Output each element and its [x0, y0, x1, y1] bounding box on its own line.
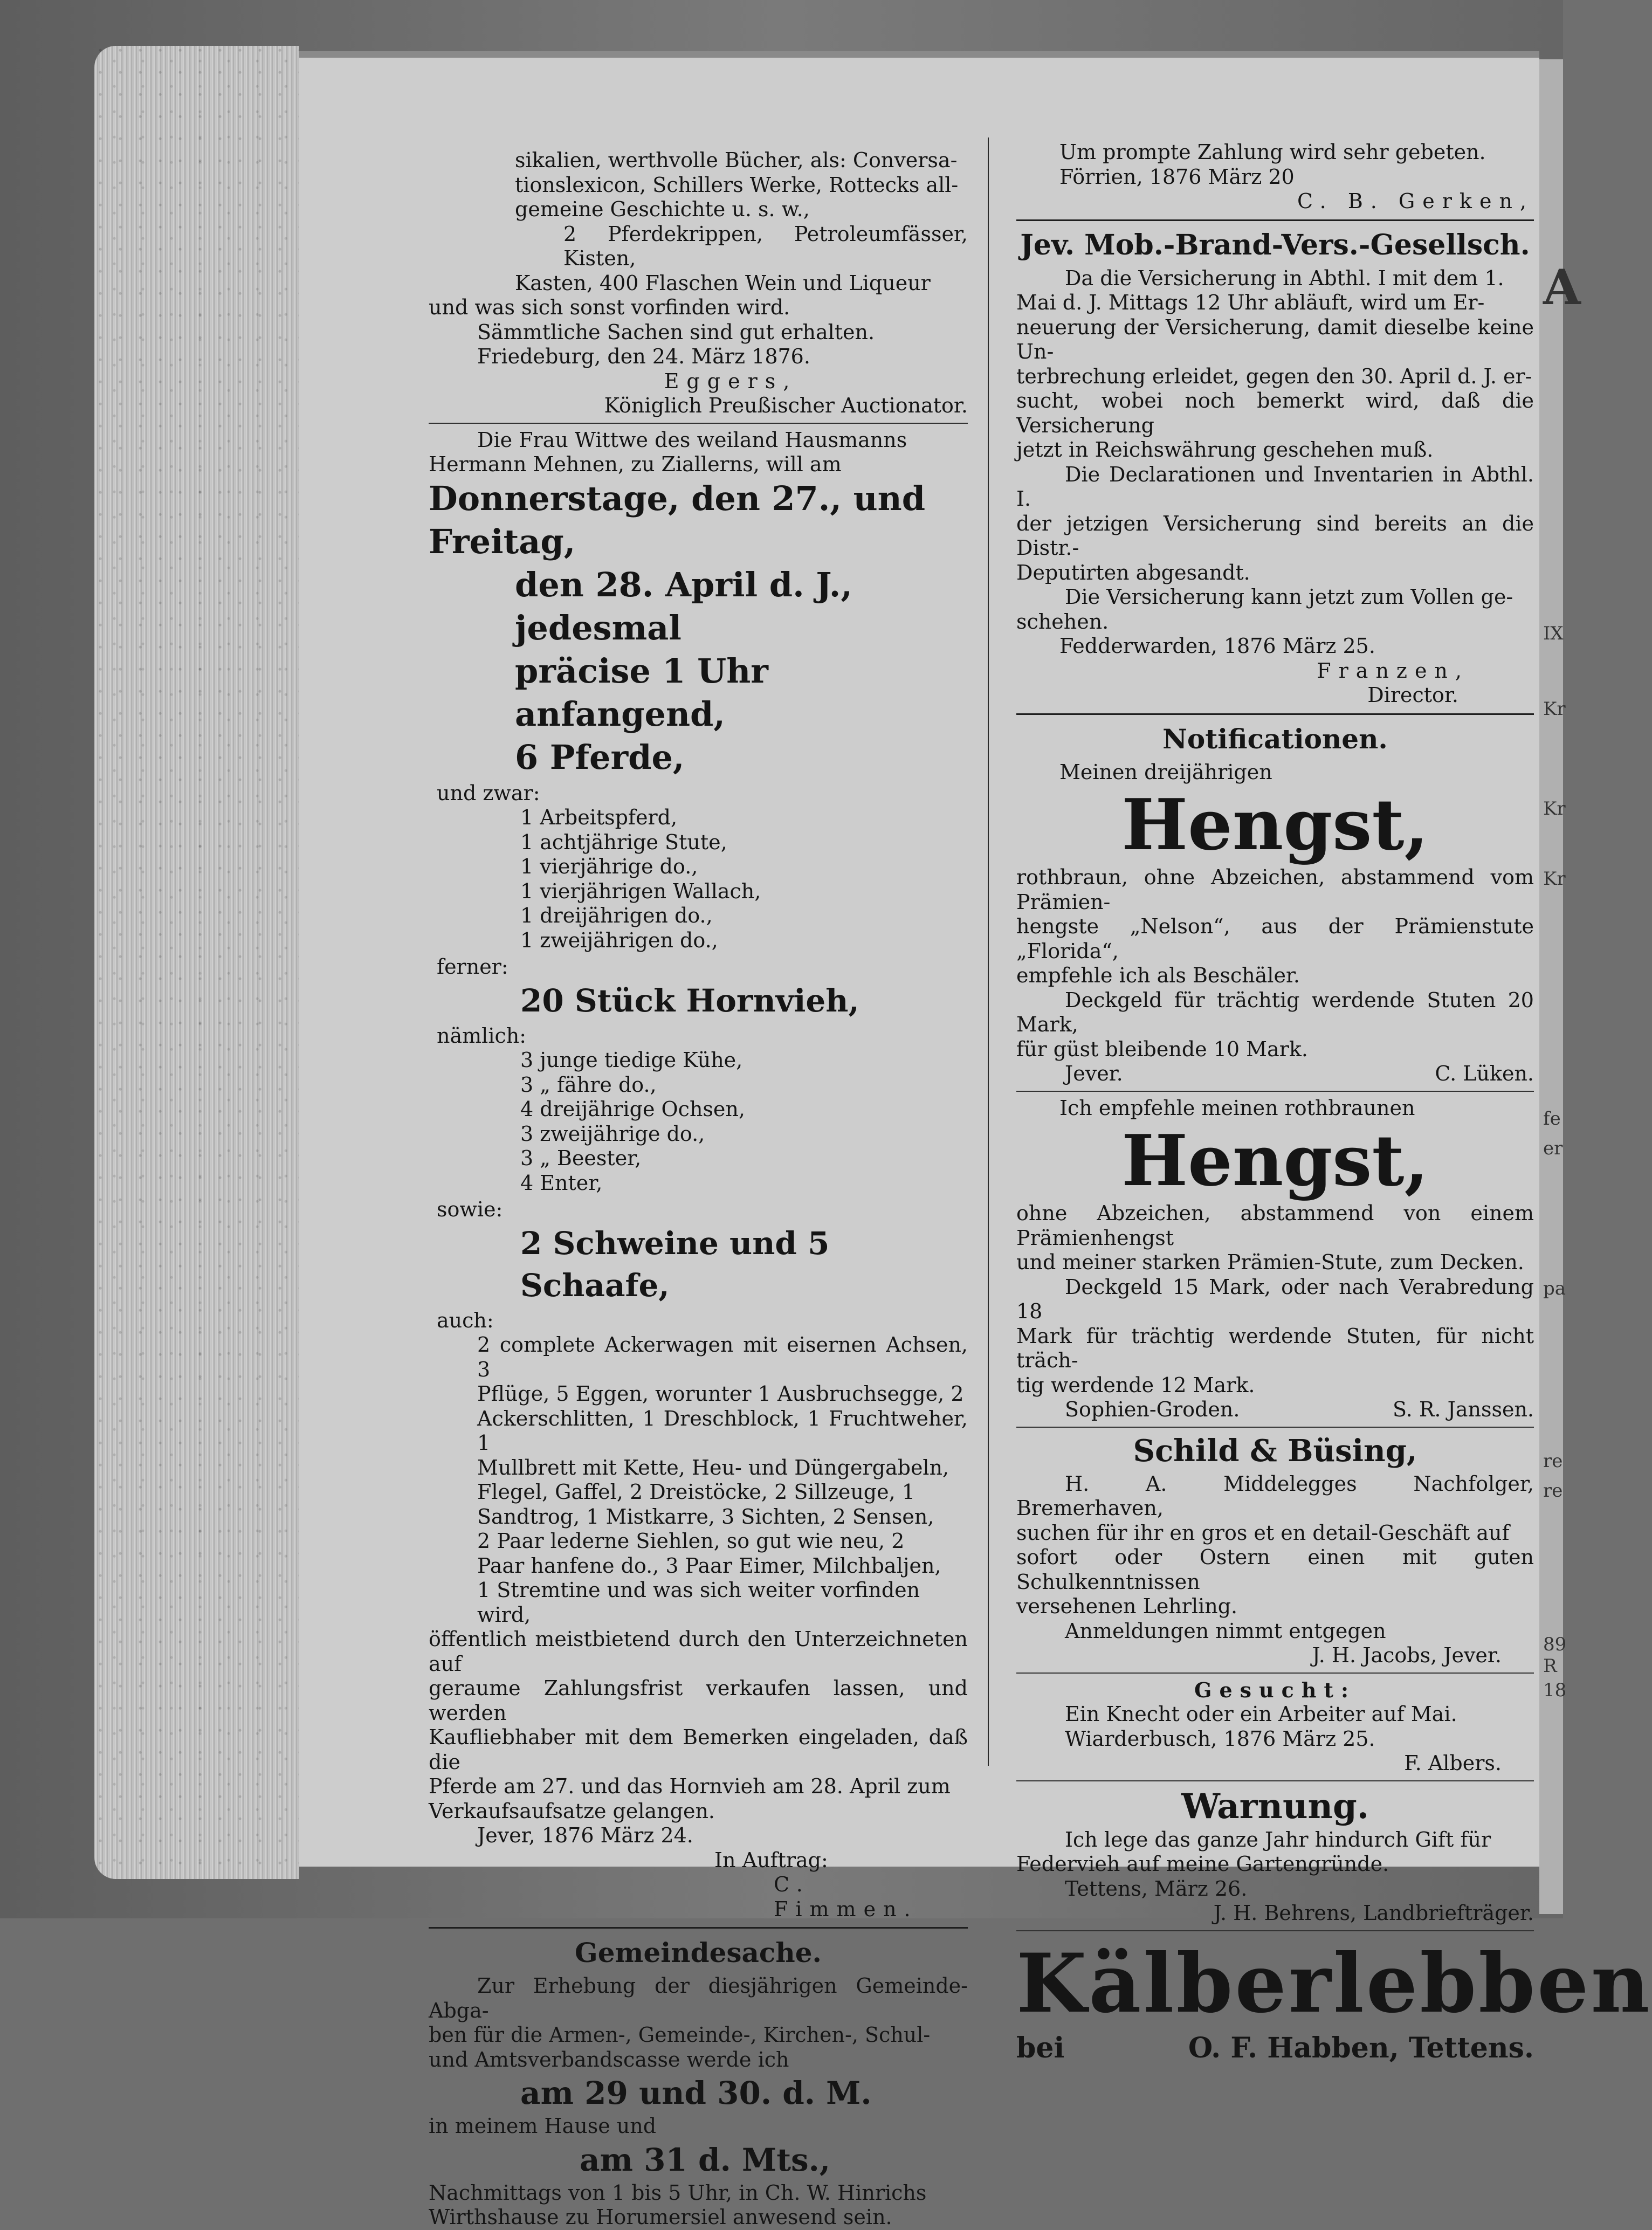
list-item: 3 „ fähre do., [520, 1072, 657, 1097]
place-date: Förrien, 1876 März 20 [1059, 164, 1295, 189]
list-item: 1 vierjährigen Wallach, [520, 879, 761, 903]
signature: Eggers, [664, 369, 797, 393]
separator [1016, 219, 1534, 221]
headline: 6 Pferde, [515, 737, 685, 777]
text-line: Deckgeld 15 Mark, oder nach Verabredung 18 [1016, 1275, 1534, 1323]
separator [1016, 1672, 1534, 1674]
strip-fragment: Kr [1543, 798, 1566, 820]
text-line: Pflüge, 5 Eggen, worunter 1 Ausbruchsegge, 2 [477, 1382, 964, 1406]
strip-fragment: 89 [1543, 1634, 1567, 1655]
text-line: 2 Pferdekrippen, Petroleumfässer, Kisten, [563, 222, 968, 270]
text-line: Hermann Mehnen, zu Ziallerns, will am [429, 452, 842, 476]
signature: S. R. Janssen. [1392, 1398, 1534, 1421]
headline: Hengst, [1121, 1119, 1429, 1202]
tools-list [477, 1333, 968, 1627]
signature: F. Albers. [1404, 1751, 1502, 1775]
column-divider [988, 137, 989, 1766]
text-line: Da die Versicherung in Abthl. I mit dem 1. [1065, 266, 1504, 290]
separator [1016, 1930, 1534, 1931]
text-line: Die Declarationen und Inventarien in Abthl. I. [1016, 462, 1534, 511]
section-heading: Gesucht: [1194, 1677, 1356, 1702]
auction-notice-2 [429, 428, 968, 1922]
strip-fragment: fe [1543, 1108, 1561, 1130]
strip-fragment: A [1543, 259, 1581, 316]
list-item: 1 achtjährige Stute, [520, 830, 727, 854]
apprentice-notice [1016, 1432, 1534, 1668]
place-signature-row [1016, 1062, 1534, 1086]
section-heading: Jev. Mob.-Brand-Vers.-Gesellsch. [1020, 228, 1530, 261]
text-line: Ich empfehle meinen rothbraunen [1059, 1096, 1415, 1120]
ad-footer-row [1016, 2029, 1534, 2067]
text-line: Ein Knecht oder ein Arbeiter auf Mai. [1065, 1702, 1457, 1726]
list-item: 1 vierjährige do., [520, 855, 698, 878]
headline: Donnerstage, den 27., und Freitag, [429, 478, 926, 561]
headline: am 29 und 30. d. M. [520, 2075, 872, 2111]
signature-title: Königlich Preußischer Auctionator. [604, 394, 968, 417]
gemeindesache-notice [429, 1934, 968, 2230]
text-line: Um prompte Zahlung wird sehr gebeten. [1059, 140, 1486, 164]
section-heading: Schild & Büsing, [1133, 1433, 1417, 1469]
strip-fragment: Kr [1543, 868, 1566, 890]
text-line: Zur Erhebung der diesjährigen Gemeinde-Abga- [429, 1974, 968, 2022]
label: In Auftrag: [714, 1848, 828, 1872]
text-line: ben für die Armen-, Gemeinde-, Kirchen-, Schul- [429, 2023, 931, 2047]
text-line: neuerung der Versicherung, damit dieselbe keine Un- [1016, 315, 1534, 363]
label: nämlich: [437, 1023, 527, 1048]
text-line: 2 complete Ackerwagen mit eisernen Achsen, 3 [477, 1333, 968, 1381]
text-line: geraume Zahlungsfrist verkaufen lassen, und werden [429, 1676, 968, 1725]
text-line: rothbraun, ohne Abzeichen, abstammend vom Prämien- [1016, 865, 1534, 914]
text-line: Deckgeld für trächtig werdende Stuten 20 Mark, [1016, 988, 1534, 1036]
text-line: öffentlich meistbietend durch den Unterzeichneten auf [429, 1627, 968, 1676]
text-line: Die Versicherung kann jetzt zum Vollen ge- [1065, 585, 1513, 609]
merchant-name: O. F. Habben, Tettens. [1188, 2031, 1534, 2064]
text-line: Wirthshause zu Horumersiel anwesend sein. [429, 2205, 892, 2229]
section-heading: Warnung. [1181, 1786, 1369, 1827]
text-line: Federvieh auf meine Gartengründe. [1016, 1852, 1389, 1876]
book-page-edges [94, 46, 299, 1879]
strip-fragment: re [1543, 1480, 1563, 1502]
separator [1016, 1780, 1534, 1781]
text-line: Sämmtliche Sachen sind gut erhalten. [477, 320, 875, 344]
text-line: Ich lege das ganze Jahr hindurch Gift für [1065, 1827, 1491, 1852]
label: und zwar: [437, 781, 540, 805]
place: Sophien-Groden. [1065, 1398, 1240, 1421]
text-line: sofort oder Ostern einen mit guten Schulkenntnissen [1016, 1545, 1534, 1594]
separator [1016, 1091, 1534, 1092]
headline: den 28. April d. J., jedesmal [515, 565, 852, 648]
text-line: der jetzigen Versicherung sind bereits an die Distr.- [1016, 511, 1534, 560]
text-line: tionslexicon, Schillers Werke, Rottecks all- [515, 173, 959, 197]
text-line: empfehle ich als Beschäler. [1016, 963, 1300, 987]
list-item: 3 zweijährige do., [520, 1121, 705, 1146]
signature: C. Fimmen. [774, 1873, 918, 1921]
payment-notice [1016, 140, 1534, 214]
text-line: tig werdende 12 Mark. [1016, 1373, 1255, 1397]
place-date: Fedderwarden, 1876 März 25. [1059, 634, 1375, 658]
section-heading: Gemeindesache. [575, 1937, 822, 1969]
strip-fragment: Kr [1543, 698, 1566, 720]
strip-fragment: re [1543, 1450, 1563, 1472]
place-date: Wiarderbusch, 1876 März 25. [1065, 1726, 1375, 1751]
text-line: hengste „Nelson“, aus der Prämienstute „Florida“, [1016, 914, 1534, 963]
headline: am 31 d. Mts., [580, 2141, 831, 2178]
text-line: Kasten, 400 Flaschen Wein und Liqueur [515, 271, 931, 295]
text-line: schehen. [1016, 609, 1109, 634]
text-line: Deputirten abgesandt. [1016, 560, 1250, 584]
text-line: gemeine Geschichte u. s. w., [515, 197, 810, 221]
text-line: Ackerschlitten, 1 Dreschblock, 1 Fruchtweher, 1 [477, 1406, 968, 1455]
text-line: Anmeldungen nimmt entgegen [1065, 1619, 1386, 1643]
text-line: und Amtsverbandscasse werde ich [429, 2047, 789, 2071]
list-item: 4 Enter, [520, 1171, 603, 1195]
cattle-list [520, 1048, 968, 1195]
notifications-section [1016, 720, 1534, 1422]
separator [429, 1927, 968, 1929]
strip-fragment: R [1543, 1655, 1557, 1677]
text-line: Kaufliebhaber mit dem Bemerken eingeladen, daß die [429, 1725, 968, 1774]
list-item: 3 junge tiedige Kühe, [520, 1048, 743, 1072]
headline: 2 Schweine und 5 Schaafe, [520, 1224, 830, 1304]
place: Jever. [1065, 1062, 1123, 1085]
separator [1016, 713, 1534, 715]
text-line: 1 Stremtine und was sich weiter vorfinden [477, 1578, 920, 1602]
text-line: Paar hanfene do., 3 Paar Eimer, Milchbaljen, [477, 1553, 941, 1578]
text-line: wird, [477, 1602, 531, 1627]
text-line: Meinen dreijährigen [1059, 760, 1272, 784]
separator [429, 423, 968, 424]
signature: J. H. Behrens, Landbriefträger. [1213, 1901, 1534, 1925]
text-line: ohne Abzeichen, abstammend von einem Prämienhengst [1016, 1201, 1534, 1250]
kalberlebben-ad [1016, 1936, 1652, 2067]
list-item: 4 dreijährige Ochsen, [520, 1097, 745, 1121]
text-line: und meiner starken Prämien-Stute, zum Decken. [1016, 1250, 1524, 1274]
text-line: Flegel, Gaffel, 2 Dreistöcke, 2 Sillzeuge, 1 [477, 1480, 915, 1504]
text-line: und was sich sonst vorfinden wird. [429, 295, 790, 319]
text-line: H. A. Middelegges Nachfolger, Bremerhaven, [1016, 1471, 1534, 1520]
section-heading: Notificationen. [1162, 722, 1388, 755]
strip-fragment: er [1543, 1138, 1563, 1159]
place-signature-row [1016, 1398, 1534, 1422]
text-line: 2 Paar lederne Siehlen, so gut wie neu, 2 [477, 1529, 905, 1553]
text-line: jetzt in Reichswährung geschehen muß. [1016, 438, 1434, 462]
auction-notice-1 [429, 148, 968, 418]
text-line: Mark für trächtig werdende Stuten, für nicht träch- [1016, 1324, 1534, 1372]
list-item: 1 zweijährigen do., [520, 928, 718, 952]
separator [1016, 1427, 1534, 1428]
text-line: Nachmittags von 1 bis 5 Uhr, in Ch. W. Hinrichs [429, 2180, 927, 2205]
text-line: für güst bleibende 10 Mark. [1016, 1037, 1308, 1061]
text-line: in meinem Hause und [429, 2114, 657, 2138]
text-line: Die Frau Wittwe des weiland Hausmanns [477, 428, 907, 452]
headline: Kälberlebben [1016, 1936, 1652, 2031]
wanted-notice [1016, 1678, 1534, 1776]
headline: Hengst, [1121, 783, 1429, 866]
signature-title: Director. [1367, 683, 1458, 707]
text-line: suchen für ihr en gros et en detail-Geschäft auf [1016, 1520, 1510, 1545]
headline: präcise 1 Uhr anfangend, [515, 651, 768, 734]
place-date: Jever, 1876 März 24. [477, 1823, 693, 1847]
signature: C. B. Gerken, [1297, 189, 1534, 213]
strip-fragment: IX [1543, 623, 1564, 644]
text-line: Mai d. J. Mittags 12 Uhr abläuft, wird um Er- [1016, 291, 1485, 314]
signature: Franzen, [1317, 658, 1469, 683]
horse-list [520, 806, 968, 953]
text-bei: bei [1016, 2031, 1065, 2064]
list-item: 3 „ Beester, [520, 1146, 642, 1170]
text-line: sikalien, werthvolle Bücher, als: Conversa- [515, 148, 958, 172]
label: sowie: [437, 1197, 503, 1221]
label: auch: [437, 1308, 494, 1332]
text-line: Sandtrog, 1 Mistkarre, 3 Sichten, 2 Sensen, [477, 1504, 934, 1529]
place-date: Friedeburg, den 24. März 1876. [477, 345, 810, 368]
text-line: terbrechung erleidet, gegen den 30. April d. J. er- [1016, 364, 1532, 388]
insurance-notice [1016, 226, 1534, 708]
list-item: 1 Arbeitspferd, [520, 806, 678, 829]
strip-fragment: 18 [1543, 1680, 1567, 1701]
text-line: sucht, wobei noch bemerkt wird, daß die Versicherung [1016, 389, 1534, 437]
left-column [429, 148, 968, 2230]
warning-notice [1016, 1786, 1534, 1926]
text-line: Mullbrett mit Kette, Heu- und Düngergabeln, [477, 1455, 949, 1479]
headline: 20 Stück Hornvieh, [520, 982, 859, 1019]
label: ferner: [437, 955, 508, 979]
signature: J. H. Jacobs, Jever. [1312, 1643, 1502, 1667]
text-line: versehenen Lehrling. [1016, 1594, 1238, 1618]
text-line: Verkaufsaufsatze gelangen. [429, 1799, 715, 1823]
signature: C. Lüken. [1435, 1062, 1534, 1085]
list-item: 1 dreijährigen do., [520, 904, 713, 927]
text-line: Pferde am 27. und das Hornvieh am 28. April zum [429, 1774, 951, 1798]
strip-fragment: pa [1543, 1278, 1566, 1299]
place-date: Tettens, März 26. [1065, 1876, 1248, 1901]
